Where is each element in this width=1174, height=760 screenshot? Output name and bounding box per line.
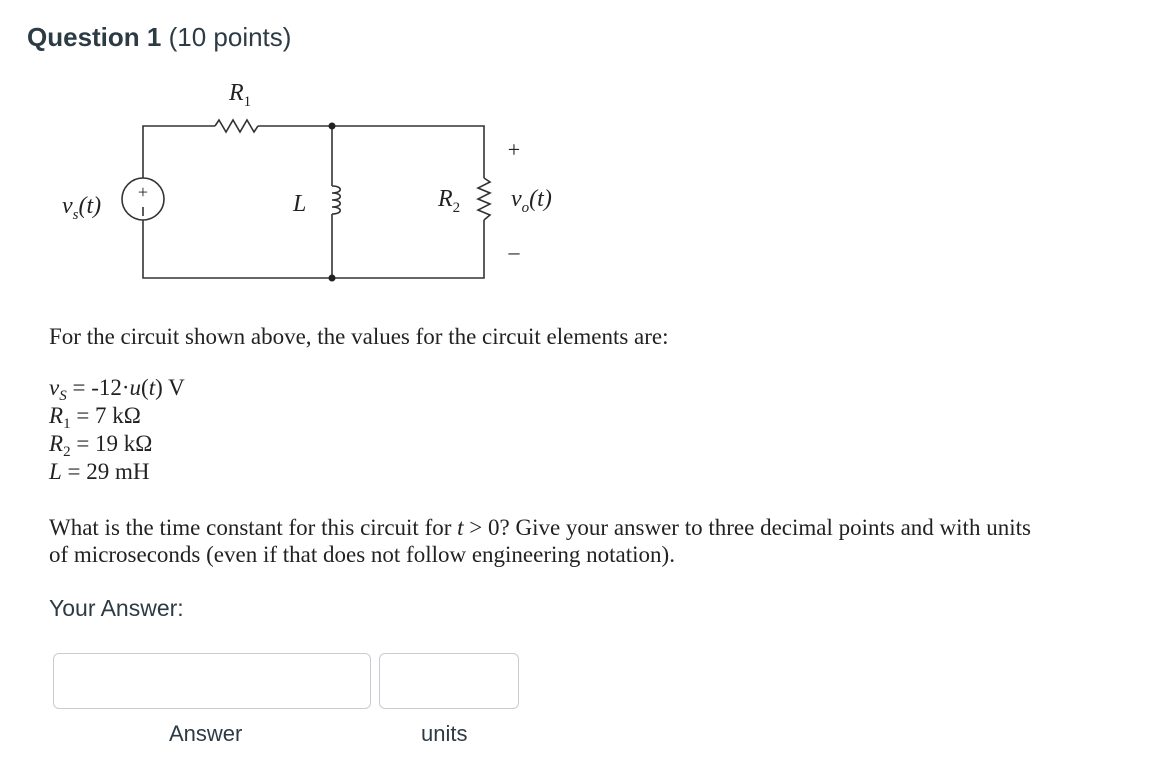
answer-field-label: Answer [169, 721, 243, 746]
output-plus-sign: + [507, 137, 521, 162]
r2-resistor [478, 178, 490, 220]
answer-input[interactable] [53, 653, 371, 709]
your-answer-heading: Your Answer: [49, 595, 184, 621]
intro-text: For the circuit shown above, the values for the circuit elements are: [49, 324, 669, 349]
element-values [49, 374, 185, 486]
r1-resistor [215, 120, 258, 132]
junction-bottom [329, 275, 336, 282]
wire-top-left [143, 126, 215, 178]
junction-top [329, 123, 336, 130]
r1-value: $R_1 = 7$ kΩ [49, 403, 141, 432]
r1-label: $R_1$ [229, 80, 252, 110]
r2-value: $R_2 = 19$ kΩ [49, 431, 153, 460]
wire-bottom [143, 219, 484, 278]
source-label: $v_s(t)$ [62, 193, 102, 223]
inductor-label: L [293, 191, 307, 217]
output-label: $v_o(t)$ [511, 186, 552, 216]
units-input[interactable] [379, 653, 519, 709]
l-value: L = 29 mH [49, 459, 150, 484]
r2-label: $R_2$ [438, 186, 461, 216]
output-minus-sign: – [508, 239, 520, 264]
question-title: Question 1 [27, 22, 162, 52]
question-points: (10 points) [168, 22, 292, 52]
units-field-label: units [421, 721, 468, 746]
inductor-coil [332, 186, 340, 214]
circuit-diagram [0, 0, 600, 300]
vs-value: $v_S = -12\cdot u(t)$ V [49, 375, 185, 404]
question-prompt: What is the time constant for this circuit for t > 0? Give your answer to three decimal points and with units of microseconds (even if that does not follow engineering notation). [49, 515, 1031, 567]
source-plus-sign: + [137, 182, 149, 202]
wire-top-right [332, 126, 484, 178]
